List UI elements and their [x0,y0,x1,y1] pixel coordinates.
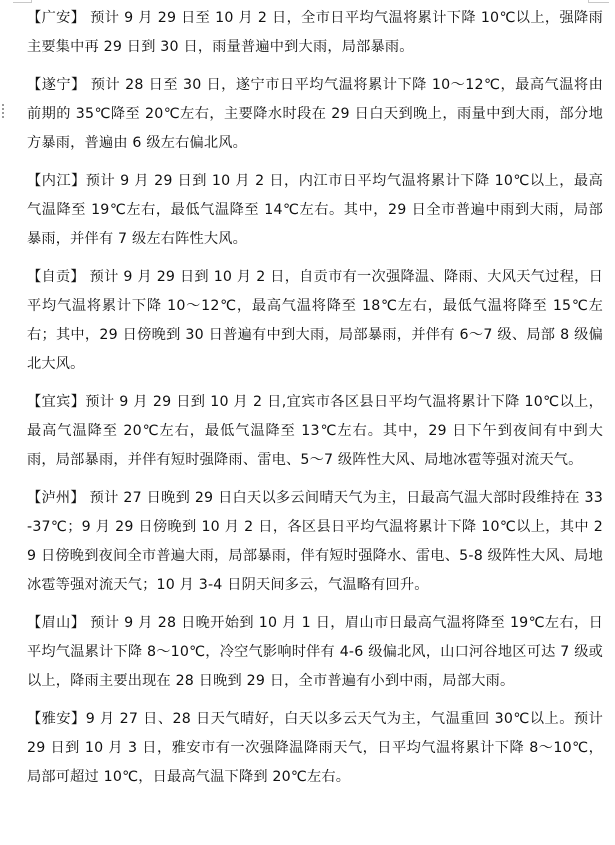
forecast-paragraph-guang-an [27,4,603,62]
city-label: 【雅安】 [27,711,86,727]
city-label: 【内江】 [27,173,86,189]
page-corner-mark-right [588,0,609,3]
forecast-text: 预计 9 月 29 日到 10 月 2 日，内江市日平均气温将累计下降 10℃以上，最高气温降至 19℃左右，最低气温降至 14℃左右。其中，29 日全市普遍中雨到大雨，局部暴雨，并伴有 7 级左右阵性大风。 [27,173,603,247]
city-label: 【遂宁】 [27,77,86,93]
document-body[interactable] [27,4,603,800]
city-label: 【宜宾】 [27,394,86,410]
city-label: 【眉山】 [27,615,86,631]
city-label: 【泸州】 [27,490,85,506]
forecast-paragraph-yibin [27,388,603,475]
paragraph-drag-handle-icon[interactable] [2,104,5,118]
city-label: 【自贡】 [27,269,85,285]
forecast-paragraph-luzhou [27,484,603,600]
forecast-text: 预计 9 月 29 日到 10 月 2 日,宜宾市各区县日平均气温将累计下降 10℃以上，最高气温降至 20℃左右，最低气温降至 13℃左右。其中，29 日下午到夜间有中到大雨，局部暴雨，并伴有短时强降雨、雷电、5～7 级阵性大风、局地冰雹等强对流天气。 [27,394,603,468]
page-corner-mark-left [13,0,32,3]
forecast-text: 9 月 27 日、28 日天气晴好，白天以多云天气为主，气温重回 30℃以上。预计 29 日到 10 月 3 日，雅安市有一次强降温降雨天气，日平均气温将累计下降 8～10℃，局部可超过 10℃，日最高气温下降到 20℃左右。 [27,711,603,785]
forecast-paragraph-suining [27,71,603,158]
forecast-paragraph-ya-an [27,705,603,792]
forecast-paragraph-neijiang [27,167,603,254]
forecast-text: 预计 9 月 29 日至 10 月 2 日，全市日平均气温将累计下降 10℃以上，强降雨主要集中再 29 日到 30 日，雨量普遍中到大雨，局部暴雨。 [27,10,603,55]
forecast-text: 预计 28 日至 30 日，遂宁市日平均气温将累计下降 10～12℃，最高气温将由前期的 35℃降至 20℃左右，主要降水时段在 29 日白天到晚上，雨量中到大雨，部分地方暴雨，普遍由 6 级左右偏北风。 [27,77,603,151]
forecast-paragraph-meishan [27,609,603,696]
forecast-text: 预计 27 日晚到 29 日白天以多云间晴天气为主，日最高气温大部时段维持在 33-37℃；9 月 29 日傍晚到 10 月 2 日，各区县日平均气温将累计下降 10℃以上，其中 29 日傍晚到夜间全市普遍大雨，局部暴雨，伴有短时强降水、雷电、5-8 级阵性大风、局地冰雹等强对流天气；10 月 3-4 日阴天间多云，气温略有回升。 [27,490,603,593]
forecast-text: 预计 9 月 29 日到 10 月 2 日，自贡市有一次强降温、降雨、大风天气过程，日平均气温将累计下降 10～12℃，最高气温将降至 18℃左右，最低气温将降至 15℃左右；其中，29 日傍晚到 30 日普遍有中到大雨，局部暴雨，并伴有 6～7 级、局部 8 级偏北大风。 [27,269,603,372]
city-label: 【广安】 [27,10,86,26]
forecast-text: 预计 9 月 28 日晚开始到 10 月 1 日，眉山市日最高气温将降至 19℃左右，日平均气温累计下降 8～10℃，冷空气影响时伴有 4-6 级偏北风，山口河谷地区可达 7 级或以上，降雨主要出现在 28 日晚到 29 日，全市普遍有小到中雨，局部大雨。 [27,615,603,689]
forecast-paragraph-zigong [27,263,603,379]
